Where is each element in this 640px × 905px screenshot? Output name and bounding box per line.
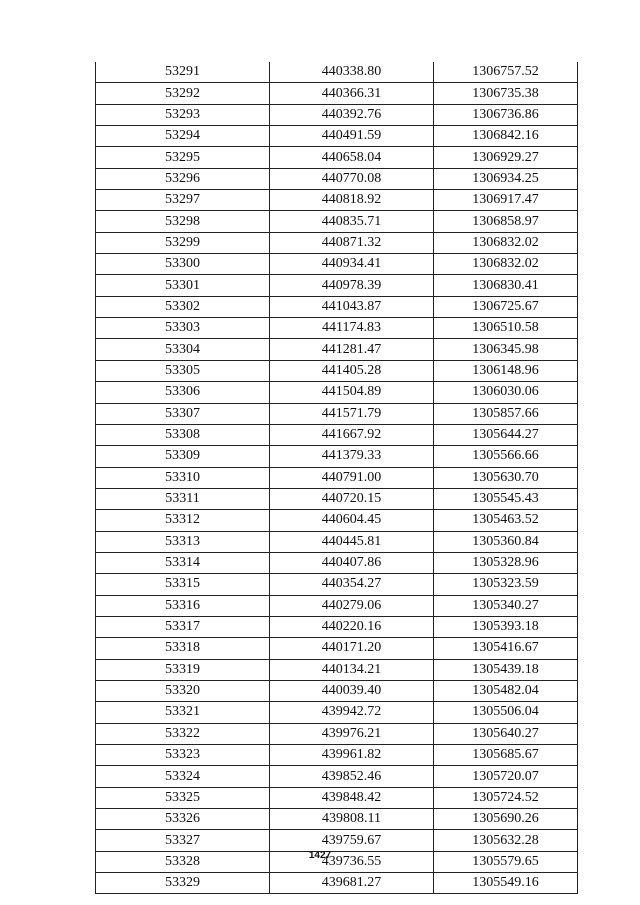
- x-coordinate-cell: 441281.47: [270, 339, 434, 360]
- y-coordinate-cell: 1305724.52: [434, 787, 578, 808]
- y-coordinate-cell: 1306830.41: [434, 275, 578, 296]
- point-id-cell: 53297: [96, 190, 270, 211]
- point-id-cell: 53327: [96, 830, 270, 851]
- table-row: [96, 275, 578, 296]
- point-id-cell: 53322: [96, 723, 270, 744]
- y-coordinate-cell: 1306345.98: [434, 339, 578, 360]
- x-coordinate-cell: 440445.81: [270, 531, 434, 552]
- point-id-cell: 53299: [96, 232, 270, 253]
- y-coordinate-cell: 1305640.27: [434, 723, 578, 744]
- point-id-cell: 53321: [96, 702, 270, 723]
- point-id-cell: 53329: [96, 873, 270, 894]
- point-id-cell: 53294: [96, 126, 270, 147]
- x-coordinate-cell: 439976.21: [270, 723, 434, 744]
- y-coordinate-cell: 1305416.67: [434, 638, 578, 659]
- x-coordinate-cell: 440934.41: [270, 254, 434, 275]
- x-coordinate-cell: 440835.71: [270, 211, 434, 232]
- table-row: [96, 552, 578, 573]
- x-coordinate-cell: 439942.72: [270, 702, 434, 723]
- y-coordinate-cell: 1305323.59: [434, 574, 578, 595]
- x-coordinate-cell: 439681.27: [270, 873, 434, 894]
- x-coordinate-cell: 440392.76: [270, 104, 434, 125]
- point-id-cell: 53326: [96, 809, 270, 830]
- point-id-cell: 53300: [96, 254, 270, 275]
- x-coordinate-cell: 440366.31: [270, 83, 434, 104]
- table-row: [96, 382, 578, 403]
- table-row: [96, 510, 578, 531]
- table-row: [96, 467, 578, 488]
- table-row: [96, 638, 578, 659]
- point-id-cell: 53315: [96, 574, 270, 595]
- x-coordinate-cell: 441571.79: [270, 403, 434, 424]
- coordinates-table-body: [96, 62, 578, 894]
- table-row: [96, 360, 578, 381]
- x-coordinate-cell: 441379.33: [270, 446, 434, 467]
- x-coordinate-cell: 439848.42: [270, 787, 434, 808]
- table-row: [96, 616, 578, 637]
- table-row: [96, 126, 578, 147]
- table-row: [96, 745, 578, 766]
- y-coordinate-cell: 1306934.25: [434, 168, 578, 189]
- x-coordinate-cell: 439961.82: [270, 745, 434, 766]
- point-id-cell: 53316: [96, 595, 270, 616]
- table-row: [96, 62, 578, 83]
- y-coordinate-cell: 1305549.16: [434, 873, 578, 894]
- x-coordinate-cell: 440134.21: [270, 659, 434, 680]
- table-row: [96, 190, 578, 211]
- y-coordinate-cell: 1305685.67: [434, 745, 578, 766]
- table-row: [96, 595, 578, 616]
- x-coordinate-cell: 440407.86: [270, 552, 434, 573]
- y-coordinate-cell: 1305482.04: [434, 680, 578, 701]
- table-row: [96, 339, 578, 360]
- point-id-cell: 53325: [96, 787, 270, 808]
- table-row: [96, 446, 578, 467]
- x-coordinate-cell: 440220.16: [270, 616, 434, 637]
- point-id-cell: 53324: [96, 766, 270, 787]
- x-coordinate-cell: 441667.92: [270, 424, 434, 445]
- point-id-cell: 53309: [96, 446, 270, 467]
- point-id-cell: 53311: [96, 488, 270, 509]
- y-coordinate-cell: 1305439.18: [434, 659, 578, 680]
- point-id-cell: 53320: [96, 680, 270, 701]
- y-coordinate-cell: 1305545.43: [434, 488, 578, 509]
- y-coordinate-cell: 1305720.07: [434, 766, 578, 787]
- point-id-cell: 53319: [96, 659, 270, 680]
- y-coordinate-cell: 1305506.04: [434, 702, 578, 723]
- point-id-cell: 53328: [96, 851, 270, 872]
- y-coordinate-cell: 1305690.26: [434, 809, 578, 830]
- y-coordinate-cell: 1305566.66: [434, 446, 578, 467]
- y-coordinate-cell: 1306736.86: [434, 104, 578, 125]
- x-coordinate-cell: 440039.40: [270, 680, 434, 701]
- point-id-cell: 53305: [96, 360, 270, 381]
- y-coordinate-cell: 1305328.96: [434, 552, 578, 573]
- table-row: [96, 147, 578, 168]
- point-id-cell: 53306: [96, 382, 270, 403]
- table-row: [96, 254, 578, 275]
- table-row: [96, 574, 578, 595]
- point-id-cell: 53292: [96, 83, 270, 104]
- point-id-cell: 53301: [96, 275, 270, 296]
- table-row: [96, 787, 578, 808]
- table-row: [96, 766, 578, 787]
- table-row: [96, 659, 578, 680]
- point-id-cell: 53317: [96, 616, 270, 637]
- table-row: [96, 318, 578, 339]
- table-row: [96, 830, 578, 851]
- x-coordinate-cell: 440770.08: [270, 168, 434, 189]
- y-coordinate-cell: 1305463.52: [434, 510, 578, 531]
- y-coordinate-cell: 1305360.84: [434, 531, 578, 552]
- table-row: [96, 403, 578, 424]
- x-coordinate-cell: 441504.89: [270, 382, 434, 403]
- y-coordinate-cell: 1306725.67: [434, 296, 578, 317]
- y-coordinate-cell: 1306832.02: [434, 232, 578, 253]
- point-id-cell: 53312: [96, 510, 270, 531]
- table-row: [96, 809, 578, 830]
- x-coordinate-cell: 441043.87: [270, 296, 434, 317]
- table-row: [96, 83, 578, 104]
- point-id-cell: 53314: [96, 552, 270, 573]
- x-coordinate-cell: 440658.04: [270, 147, 434, 168]
- x-coordinate-cell: 440791.00: [270, 467, 434, 488]
- y-coordinate-cell: 1305393.18: [434, 616, 578, 637]
- y-coordinate-cell: 1306757.52: [434, 62, 578, 83]
- point-id-cell: 53298: [96, 211, 270, 232]
- point-id-cell: 53323: [96, 745, 270, 766]
- point-id-cell: 53307: [96, 403, 270, 424]
- point-id-cell: 53318: [96, 638, 270, 659]
- table-row: [96, 104, 578, 125]
- table-row: [96, 296, 578, 317]
- y-coordinate-cell: 1305340.27: [434, 595, 578, 616]
- y-coordinate-cell: 1306842.16: [434, 126, 578, 147]
- y-coordinate-cell: 1306735.38: [434, 83, 578, 104]
- x-coordinate-cell: 439759.67: [270, 830, 434, 851]
- table-row: [96, 723, 578, 744]
- y-coordinate-cell: 1305579.65: [434, 851, 578, 872]
- point-id-cell: 53296: [96, 168, 270, 189]
- point-id-cell: 53310: [96, 467, 270, 488]
- point-id-cell: 53302: [96, 296, 270, 317]
- y-coordinate-cell: 1306832.02: [434, 254, 578, 275]
- x-coordinate-cell: 439852.46: [270, 766, 434, 787]
- y-coordinate-cell: 1306510.58: [434, 318, 578, 339]
- table-row: [96, 232, 578, 253]
- x-coordinate-cell: 440604.45: [270, 510, 434, 531]
- y-coordinate-cell: 1305644.27: [434, 424, 578, 445]
- x-coordinate-cell: 440354.27: [270, 574, 434, 595]
- point-id-cell: 53291: [96, 62, 270, 83]
- y-coordinate-cell: 1305857.66: [434, 403, 578, 424]
- y-coordinate-cell: 1305630.70: [434, 467, 578, 488]
- y-coordinate-cell: 1306030.06: [434, 382, 578, 403]
- x-coordinate-cell: 440491.59: [270, 126, 434, 147]
- table-row: [96, 680, 578, 701]
- point-id-cell: 53304: [96, 339, 270, 360]
- table-row: [96, 488, 578, 509]
- table-row: [96, 873, 578, 894]
- x-coordinate-cell: 440338.80: [270, 62, 434, 83]
- y-coordinate-cell: 1306148.96: [434, 360, 578, 381]
- x-coordinate-cell: 441405.28: [270, 360, 434, 381]
- point-id-cell: 53313: [96, 531, 270, 552]
- coordinates-table: [95, 62, 578, 894]
- point-id-cell: 53295: [96, 147, 270, 168]
- x-coordinate-cell: 439808.11: [270, 809, 434, 830]
- table-row: [96, 424, 578, 445]
- x-coordinate-cell: 440978.39: [270, 275, 434, 296]
- point-id-cell: 53308: [96, 424, 270, 445]
- y-coordinate-cell: 1306858.97: [434, 211, 578, 232]
- y-coordinate-cell: 1306929.27: [434, 147, 578, 168]
- point-id-cell: 53303: [96, 318, 270, 339]
- x-coordinate-cell: 440871.32: [270, 232, 434, 253]
- page-number: 1427: [308, 850, 332, 861]
- x-coordinate-cell: 440171.20: [270, 638, 434, 659]
- table-row: [96, 702, 578, 723]
- x-coordinate-cell: 440720.15: [270, 488, 434, 509]
- table-row: [96, 211, 578, 232]
- x-coordinate-cell: 441174.83: [270, 318, 434, 339]
- y-coordinate-cell: 1306917.47: [434, 190, 578, 211]
- x-coordinate-cell: 440279.06: [270, 595, 434, 616]
- table-row: [96, 168, 578, 189]
- x-coordinate-cell: 440818.92: [270, 190, 434, 211]
- point-id-cell: 53293: [96, 104, 270, 125]
- table-row: [96, 531, 578, 552]
- x-coordinate-cell: 439736.55: [270, 851, 434, 872]
- y-coordinate-cell: 1305632.28: [434, 830, 578, 851]
